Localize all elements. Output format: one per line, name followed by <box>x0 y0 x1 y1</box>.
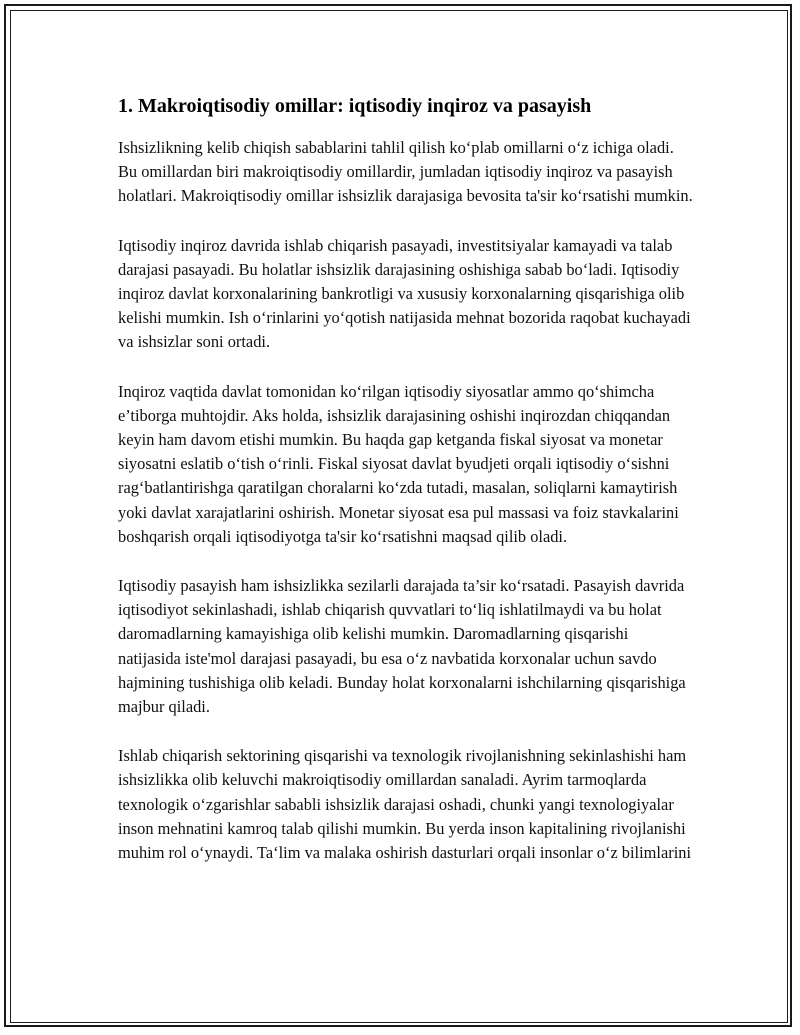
paragraph-2: Iqtisodiy inqiroz davrida ishlab chiqarish pasayadi, investitsiyalar kamayadi va talab darajasi pasayadi. Bu holatlar ishsizlik darajasining oshishiga sabab bo‘ladi. Iqtisodiy inqiroz davlat korxonalarining bankrotligi va xususiy korxonalarning qisqarishiga olib kelishi mumkin. Ish o‘rinlarini yo‘qotish natijasida mehnat bozorida raqobat kuchayadi va ishsizlar soni ortadi. <box>118 235 691 352</box>
paragraph-5: Ishlab chiqarish sektorining qisqarishi va texnologik rivojlanishning sekinlashishi ham ishsizlikka olib keluvchi makroiqtisodiy omillardan sanaladi. Ayrim tarmoqlarda texnologik o‘zgarishlar sababli ishsizlik darajasi oshadi, chunki yangi texnologiyalar inson mehnatini kamroq talab qilishi mumkin. Bu yerda inson kapitalining rivojlanishi muhim rol o‘ynaydi. Ta‘lim va malaka oshirish dasturlari orqali insonlar o‘z bilimlarini <box>118 746 692 863</box>
paragraph-4: Iqtisodiy pasayish ham ishsizlikka sezilarli darajada ta’sir ko‘rsatadi. Pasayish davrida iqtisodiyot sekinlashadi, ishlab chiqarish quvvatlari to‘liq ishlatilmaydi va bu holat daromadlarning kamayishiga olib kelishi mumkin. Daromadlarning qisqarishi natijasida iste'mol darajasi pasayadi, bu esa o‘z navbatida korxonalar uchun savdo hajmining tushishiga olib keladi. Bunday holat korxonalarni ishchilarning qisqarishiga majbur qiladi. <box>118 576 686 717</box>
paragraph-1: Ishsizlikning kelib chiqish sabablarini tahlil qilish ko‘plab omillarni o‘z ichiga oladi. Bu omillardan biri makroiqtisodiy omillardir, jumladan iqtisodiy inqiroz va pasayish holatlari. Makroiqtisodiy omillar ishsizlik darajasiga bevosita ta'sir ko‘rsatishi mumkin. <box>118 138 693 206</box>
section-heading: 1. Makroiqtisodiy omillar: iqtisodiy inqiroz va pasayish <box>118 95 592 117</box>
paragraph-3: Inqiroz vaqtida davlat tomonidan ko‘rilgan iqtisodiy siyosatlar ammo qo‘shimcha e’tiborga muhtojdir. Aks holda, ishsizlik darajasining oshishi inqirozdan chiqqandan keyin ham davom etishi mumkin. Bu haqda gap ketganda fiskal siyosat va monetar siyosatni eslatib o‘tish o‘rinli. Fiskal siyosat davlat byudjeti orqali iqtisodiy o‘sishni rag‘batlantirishga qaratilgan choralarni ko‘zda tutadi, masalan, soliqlarni kamaytirish yoki davlat xarajatlarini oshirish. Monetar siyosat esa pul massasi va foiz stavkalarini boshqarish orqali iqtisodiyotga ta'sir ko‘rsatishni maqsad qilib oladi. <box>118 381 679 546</box>
document-body <box>118 92 693 890</box>
